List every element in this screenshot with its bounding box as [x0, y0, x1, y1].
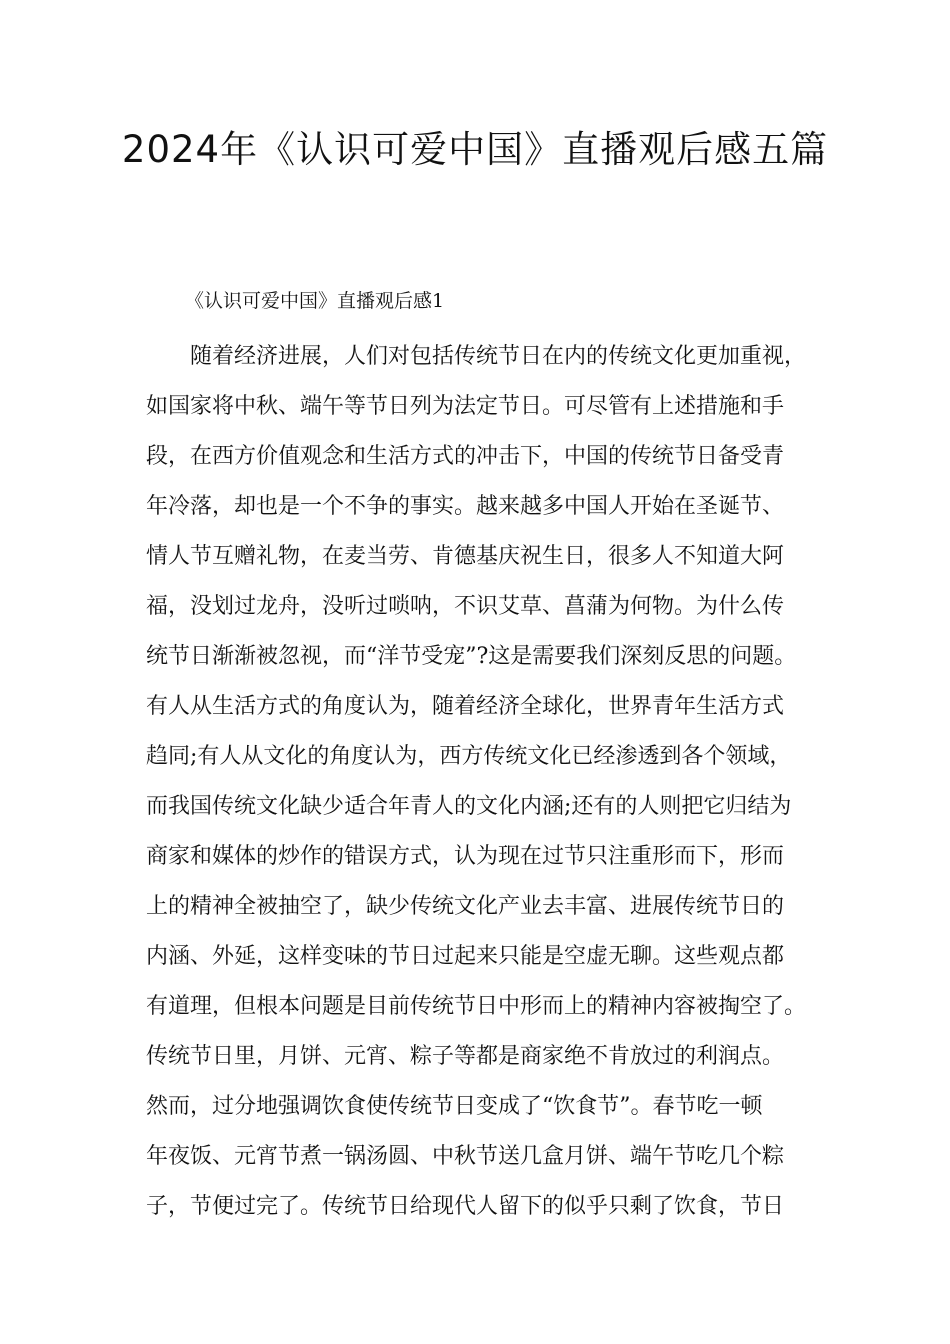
body-line: 内涵、外延，这样变味的节日过起来只能是空虚无聊。这些观点都 [146, 944, 785, 969]
section-heading: 《认识可爱中国》直播观后感1 [185, 290, 445, 312]
body-line: 统节日渐渐被忽视，而“洋节受宠”?这是需要我们深刻反思的问题。 [146, 644, 797, 669]
body-line: 如国家将中秋、端午等节日列为法定节日。可尽管有上述措施和手 [146, 394, 785, 419]
body-line: 然而，过分地强调饮食使传统节日变成了“饮食节”。春节吃一顿 [146, 1094, 763, 1119]
body-line: 而我国传统文化缺少适合年青人的文化内涵;还有的人则把它归结为 [146, 794, 792, 819]
body-line: 年夜饭、元宵节煮一锅汤圆、中秋节送几盒月饼、端午节吃几个粽 [146, 1144, 785, 1169]
body-line: 有人从生活方式的角度认为，随着经济全球化，世界青年生活方式 [146, 694, 785, 719]
body-line: 商家和媒体的炒作的错误方式，认为现在过节只注重形而下，形而 [146, 844, 785, 869]
body-line: 随着经济进展，人们对包括传统节日在内的传统文化更加重视， [190, 344, 807, 369]
body-line: 趋同;有人从文化的角度认为，西方传统文化已经渗透到各个领域， [146, 744, 792, 769]
body-line: 段，在西方价值观念和生活方式的冲击下，中国的传统节日备受青 [146, 444, 785, 469]
body-line: 上的精神全被抽空了，缺少传统文化产业去丰富、进展传统节日的 [146, 894, 785, 919]
body-line: 传统节日里，月饼、元宵、粽子等都是商家绝不肯放过的利润点。 [146, 1044, 785, 1069]
body-line: 福，没划过龙舟，没听过唢呐，不识艾草、菖蒲为何物。为什么传 [146, 594, 785, 619]
document-title: 2024年《认识可爱中国》直播观后感五篇 [121, 128, 829, 171]
body-line: 有道理，但根本问题是目前传统节日中形而上的精神内容被掏空了。 [146, 994, 807, 1019]
body-text [146, 332, 806, 1232]
body-line: 子，节便过完了。传统节日给现代人留下的似乎只剩了饮食，节日 [146, 1194, 785, 1219]
body-line: 情人节互赠礼物，在麦当劳、肯德基庆祝生日，很多人不知道大阿 [146, 544, 785, 569]
body-line: 年冷落，却也是一个不争的事实。越来越多中国人开始在圣诞节、 [146, 494, 785, 519]
